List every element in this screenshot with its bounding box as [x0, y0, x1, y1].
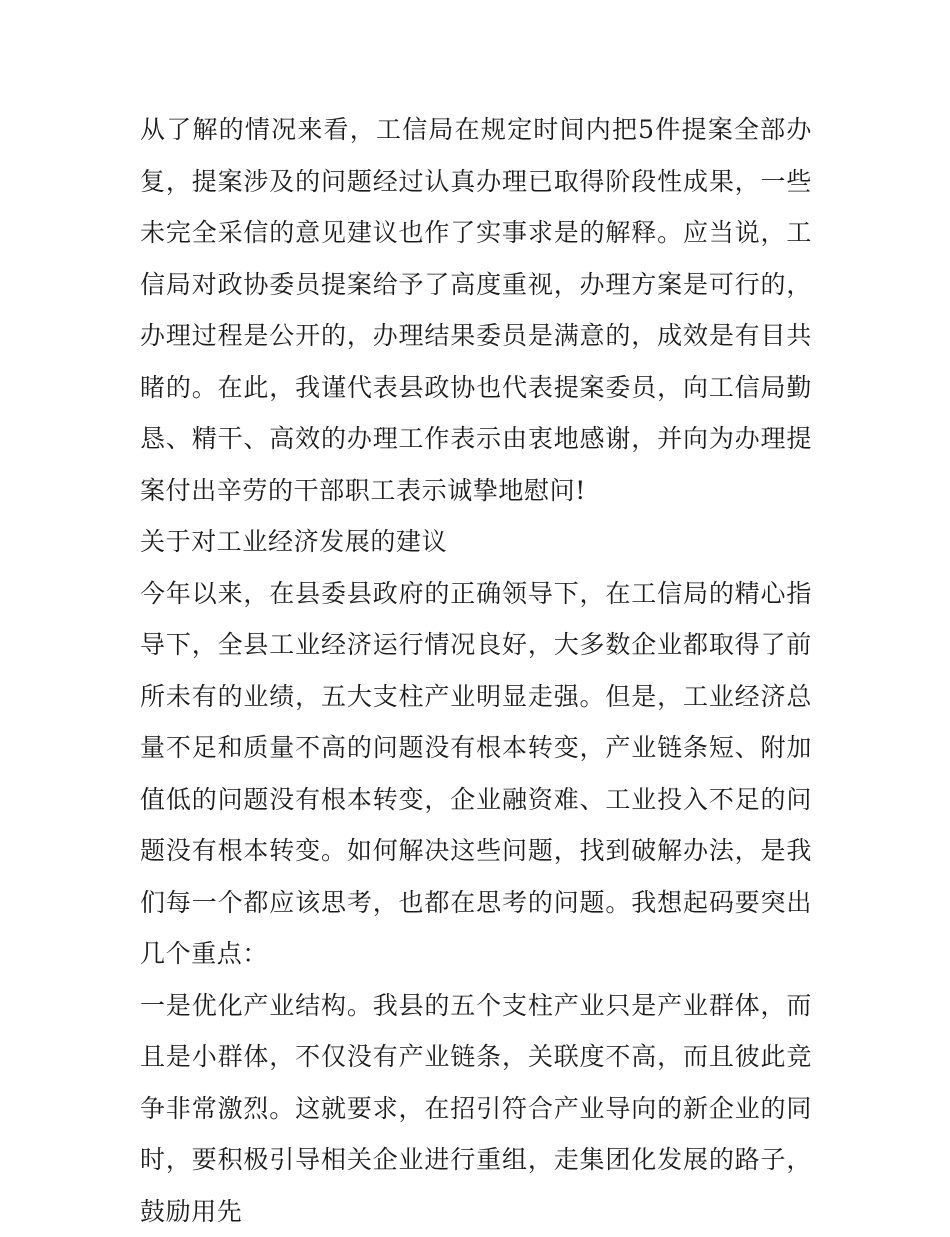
section-heading-industrial-suggestions: 关于对工业经济发展的建议: [140, 516, 812, 568]
paragraph-handling-review: 从了解的情况来看，工信局在规定时间内把5件提案全部办复，提案涉及的问题经过认真办理已取得阶段性成果，一些未完全采信的意见建议也作了实事求是的解释。应当说，工信局对政协委员提案给予了高度重视，办理方案是可行的，办理过程是公开的，办理结果委员是满意的，成效是有目共睹的。在此，我谨代表县政协也代表提案委员，向工信局勤恳、精干、高效的办理工作表示由衷地感谢，并向为办理提案付出辛劳的干部职工表示诚挚地慰问!: [140, 104, 812, 516]
document-body: [140, 104, 812, 1237]
paragraph-optimize-structure: 一是优化产业结构。我县的五个支柱产业只是产业群体，而且是小群体，不仅没有产业链条，关联度不高，而且彼此竞争非常激烈。这就要求，在招引符合产业导向的新企业的同时，要积极引导相关企业进行重组，走集团化发展的路子，鼓励用先: [140, 980, 812, 1237]
paragraph-industrial-situation: 今年以来，在县委县政府的正确领导下，在工信局的精心指导下，全县工业经济运行情况良好，大多数企业都取得了前所未有的业绩，五大支柱产业明显走强。但是，工业经济总量不足和质量不高的问题没有根本转变，产业链条短、附加值低的问题没有根本转变，企业融资难、工业投入不足的问题没有根本转变。如何解决这些问题，找到破解办法，是我们每一个都应该思考，也都在思考的问题。我想起码要突出几个重点：: [140, 568, 812, 980]
